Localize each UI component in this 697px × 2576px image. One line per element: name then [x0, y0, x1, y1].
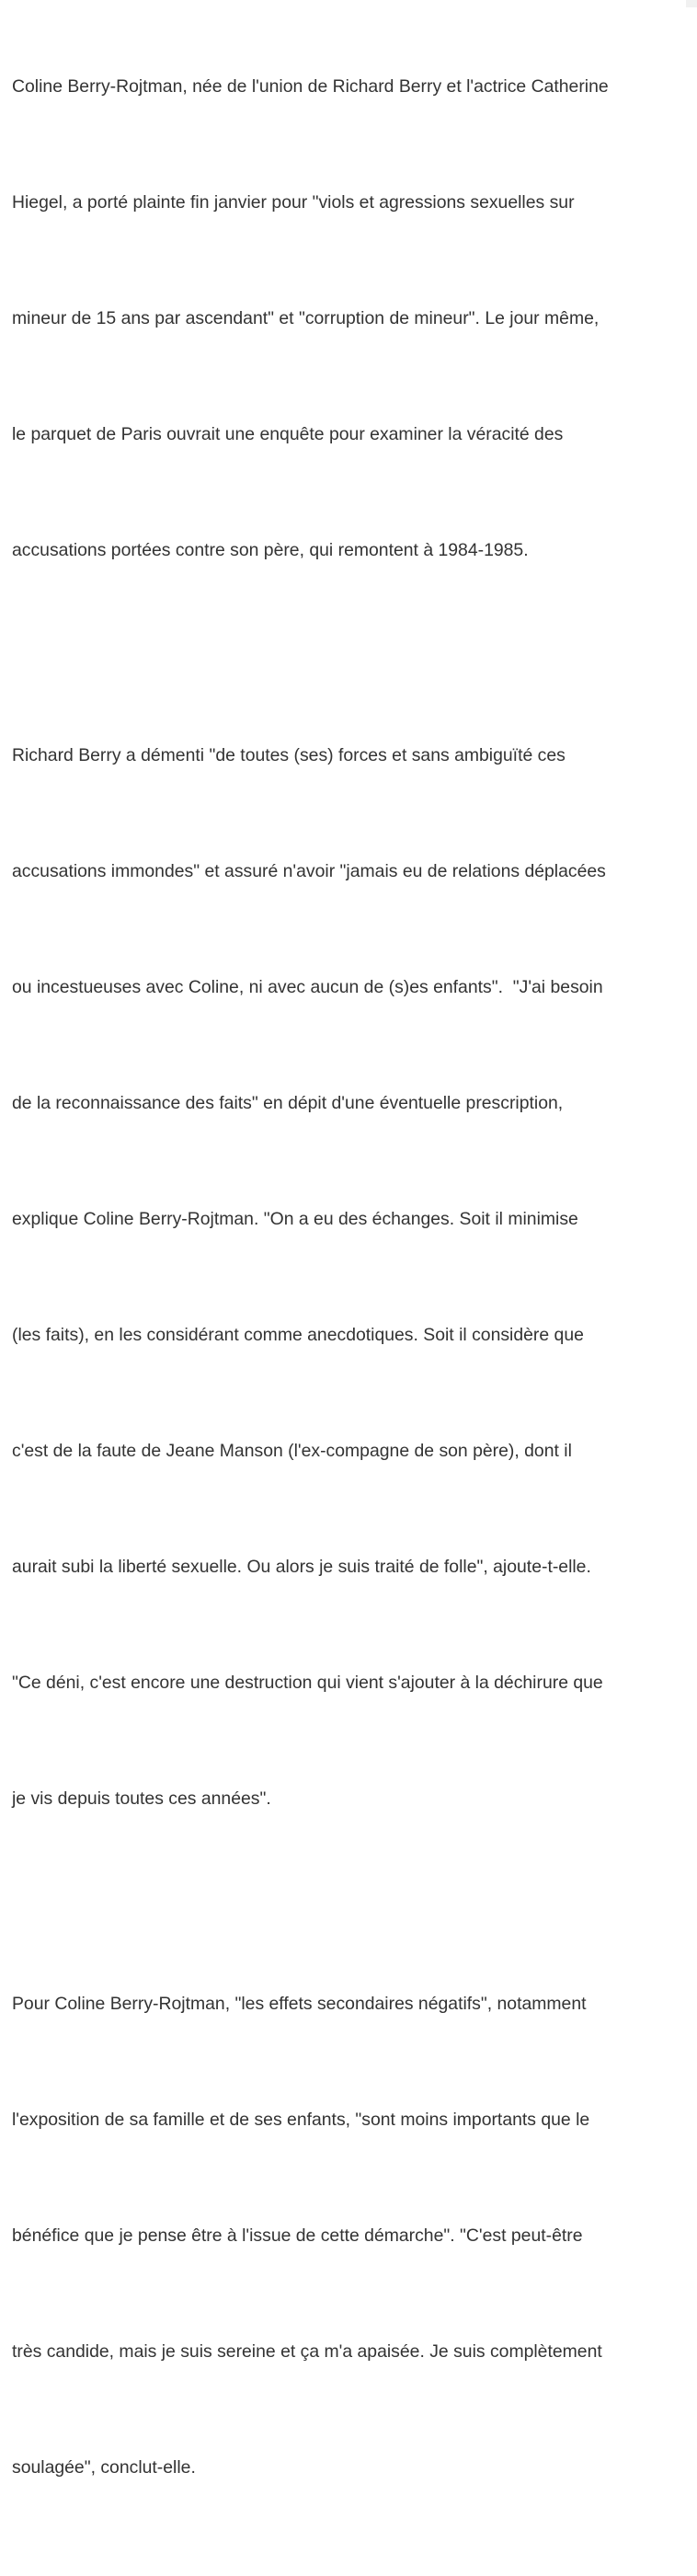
- paragraph-3-line-2: l'exposition de sa famille et de ses enfants, "sont moins importants que le: [12, 2110, 590, 2130]
- paragraph-3-line-4: très candide, mais je suis sereine et ça m'a apaisée. Je suis complètement: [12, 2341, 602, 2362]
- paragraph-2-line-3: ou incestueuses avec Coline, ni avec aucun de (s)es enfants". "J'ai besoin: [12, 977, 603, 997]
- paragraph-2-line-4: de la reconnaissance des faits" en dépit d'une éventuelle prescription,: [12, 1093, 564, 1113]
- paragraph-2: [12, 659, 692, 1895]
- paragraph-2-line-2: accusations immondes" et assuré n'avoir "jamais eu de relations déplacées: [12, 861, 606, 881]
- paragraph-3-line-3: bénéfice que je pense être à l'issue de cette démarche". "C'est peut-être: [12, 2225, 583, 2246]
- paragraph-2-line-8: aurait subi la liberté sexuelle. Ou alors je suis traité de folle", ajoute-t-elle.: [12, 1557, 591, 1577]
- paragraph-2-line-6: (les faits), en les considérant comme anecdotiques. Soit il considère que: [12, 1325, 584, 1345]
- paragraph-3-line-1: Pour Coline Berry-Rojtman, "les effets secondaires négatifs", notamment: [12, 1994, 587, 2014]
- paragraph-1-line-3: mineur de 15 ans par ascendant" et "corruption de mineur". Le jour même,: [12, 308, 600, 328]
- paragraph-2-line-10: je vis depuis toutes ces années".: [12, 1788, 271, 1809]
- paragraph-3-line-5: soulagée", conclut-elle.: [12, 2457, 196, 2478]
- paragraph-2-line-9: "Ce déni, c'est encore une destruction qui vient s'ajouter à la déchirure que: [12, 1673, 603, 1693]
- article-body: [12, 0, 692, 2576]
- paragraph-2-line-1: Richard Berry a démenti "de toutes (ses) forces et sans ambiguïté ces: [12, 745, 566, 765]
- paragraph-1-line-5: accusations portées contre son père, qui remontent à 1984-1985.: [12, 540, 529, 560]
- paragraph-2-line-7: c'est de la faute de Jeane Manson (l'ex-compagne de son père), dont il: [12, 1441, 572, 1461]
- paragraph-1: [12, 0, 692, 647]
- paragraph-1-line-1: Coline Berry-Rojtman, née de l'union de Richard Berry et l'actrice Catherine: [12, 76, 609, 97]
- paragraph-2-line-5: explique Coline Berry-Rojtman. "On a eu des échanges. Soit il minimise: [12, 1209, 578, 1229]
- paragraph-1-line-4: le parquet de Paris ouvrait une enquête pour examiner la véracité des: [12, 424, 564, 444]
- paragraph-3: [12, 1907, 692, 2564]
- paragraph-1-line-2: Hiegel, a porté plainte fin janvier pour "viols et agressions sexuelles sur: [12, 192, 575, 213]
